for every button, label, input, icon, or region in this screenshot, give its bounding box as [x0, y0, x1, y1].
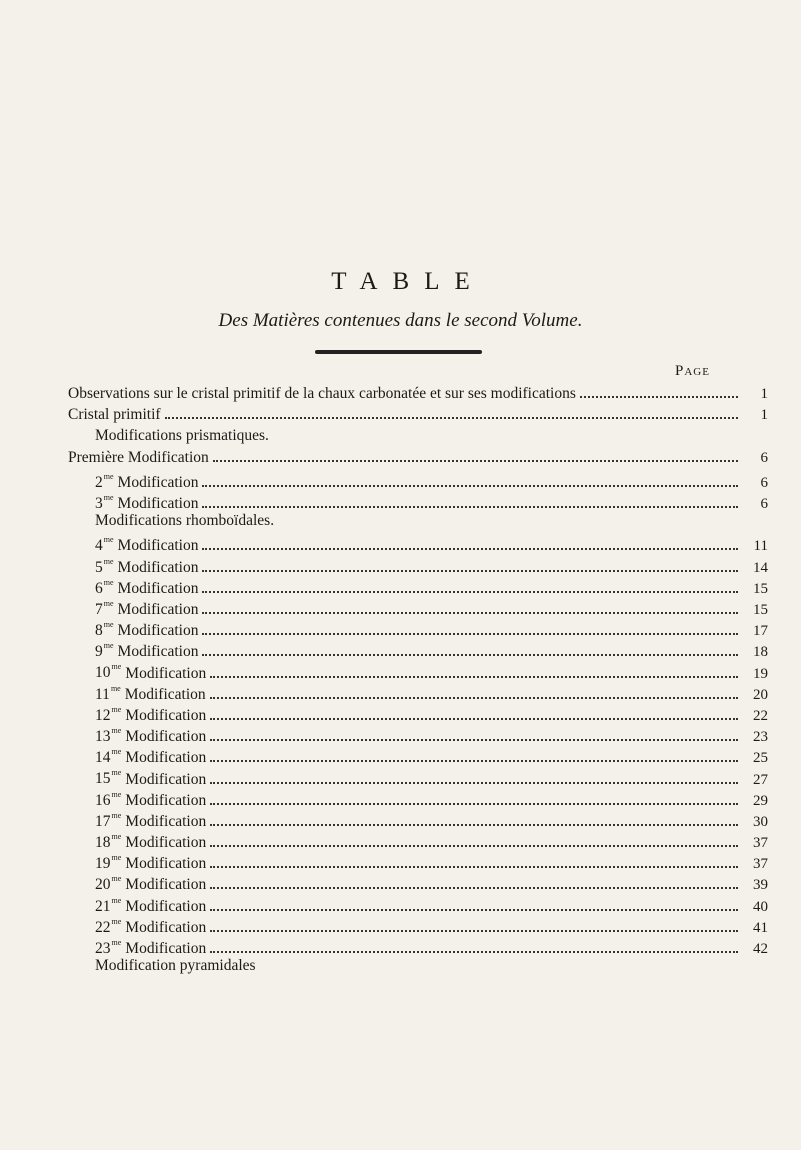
entry-ordinal-suffix: me	[111, 810, 122, 820]
entry-page-number: 27	[753, 771, 768, 788]
dot-leader	[210, 782, 738, 784]
entry-page-number: 41	[753, 919, 768, 936]
entry-ordinal-suffix: me	[103, 641, 114, 651]
entry-label: Modification	[117, 622, 199, 640]
toc-entry	[68, 574, 768, 595]
entry-ordinal-suffix: me	[111, 704, 122, 714]
toc-entry	[68, 680, 768, 701]
entry-page-number: 17	[753, 623, 768, 640]
entry-page-number: 1	[760, 407, 768, 424]
dot-leader	[210, 676, 738, 678]
dot-leader	[202, 591, 738, 593]
entry-page-number: 6	[760, 496, 768, 513]
dot-leader	[210, 718, 738, 720]
entry-number: 10	[95, 664, 111, 682]
entry-label: Modification	[117, 579, 199, 597]
entry-ordinal-suffix: me	[111, 747, 122, 757]
entry-ordinal-suffix: me	[111, 895, 122, 905]
entry-number: 15	[95, 770, 111, 788]
dot-leader	[202, 485, 738, 487]
entry-label: Modification	[125, 770, 207, 788]
entry-label: Modifications rhomboïdales.	[95, 512, 275, 530]
toc-entry	[68, 510, 768, 531]
entry-label: Modification	[117, 537, 199, 555]
toc-entry	[68, 637, 768, 661]
toc-entry	[68, 404, 768, 425]
entry-label: Modification	[125, 834, 207, 852]
decorative-rule	[315, 350, 482, 354]
entry-ordinal-suffix: me	[111, 853, 122, 863]
entry-label: Modification	[117, 643, 199, 661]
dot-leader	[202, 633, 738, 635]
entry-number: 9	[95, 643, 103, 661]
entry-ordinal-suffix: me	[111, 768, 122, 778]
toc-entry	[68, 553, 768, 574]
entry-ordinal-suffix: me	[103, 577, 114, 587]
entry-ordinal-suffix: me	[111, 726, 122, 735]
entry-number: 3	[95, 495, 103, 513]
toc-entry	[68, 786, 768, 807]
entry-ordinal-suffix: me	[103, 620, 114, 630]
entry-page-number: 6	[760, 449, 768, 466]
toc-entry	[68, 468, 768, 489]
entry-number: 18	[95, 834, 111, 852]
toc-entry	[68, 743, 768, 767]
entry-label: Modification	[117, 495, 199, 513]
entry-number: 12	[95, 706, 111, 724]
dot-leader	[210, 909, 738, 911]
toc-entry	[68, 913, 768, 934]
toc-entry	[68, 828, 768, 852]
toc-entry	[68, 616, 768, 640]
entry-label: Modifications prismatiques.	[95, 427, 269, 445]
toc-entry	[68, 722, 768, 746]
entry-ordinal-suffix: me	[103, 598, 114, 608]
toc-entry	[68, 764, 768, 788]
dot-leader	[210, 951, 738, 953]
dot-leader	[210, 930, 738, 932]
entry-page-number: 6	[760, 474, 768, 491]
toc-entry	[68, 892, 768, 913]
entry-number: 5	[95, 558, 103, 576]
page-title: TABLE	[331, 268, 485, 295]
entry-page-number: 18	[753, 644, 768, 661]
entry-label: Modification	[125, 855, 207, 873]
dot-leader	[202, 654, 738, 656]
toc-entry	[68, 658, 768, 682]
entry-number: 16	[95, 791, 111, 809]
entry-page-number: 37	[753, 835, 768, 852]
dot-leader	[165, 417, 738, 419]
entry-page-number: 20	[753, 686, 768, 703]
dot-leader	[210, 824, 738, 826]
entry-number: 20	[95, 876, 111, 894]
toc-entry	[68, 531, 768, 555]
entry-label: Modification	[125, 749, 207, 767]
entry-page-number: 23	[753, 729, 768, 746]
toc-entry	[68, 701, 768, 722]
entry-number: 8	[95, 622, 103, 640]
entry-page-number: 29	[753, 792, 768, 809]
entry-ordinal-suffix: me	[103, 535, 114, 545]
entry-label: Modification	[125, 706, 207, 724]
page-subtitle: Des Matières contenues dans le second Volume.	[218, 310, 583, 331]
entry-number: 22	[95, 918, 111, 936]
entry-label: Modification pyramidales	[95, 957, 256, 975]
toc-entry	[68, 870, 768, 894]
dot-leader	[210, 887, 738, 889]
entry-label: Observations sur le cristal primitif de la chaux carbonatée et sur ses modifications	[68, 385, 576, 402]
entry-label: Modification	[125, 728, 207, 746]
entry-ordinal-suffix: me	[111, 874, 122, 884]
entry-page-number: 19	[753, 665, 768, 682]
entry-page-number: 37	[753, 856, 768, 873]
entry-number: 14	[95, 749, 111, 767]
entry-page-number: 11	[753, 538, 768, 555]
entry-page-number: 40	[753, 898, 768, 915]
entry-number: 6	[95, 579, 103, 597]
entry-label: Modification	[125, 940, 207, 958]
dot-leader	[202, 506, 738, 508]
toc-entry	[68, 383, 768, 404]
entry-page-number: 42	[753, 941, 768, 958]
entry-number: 7	[95, 601, 103, 619]
toc-entry	[68, 447, 768, 468]
entry-ordinal-suffix: me	[103, 492, 114, 502]
entry-ordinal-suffix: me	[111, 789, 122, 799]
entry-page-number: 14	[753, 559, 768, 576]
entry-number: 13	[95, 728, 111, 746]
dot-leader	[210, 760, 738, 762]
toc-entry	[68, 934, 768, 958]
entry-ordinal-suffix: me	[103, 471, 114, 481]
toc-entry	[68, 849, 768, 873]
entry-ordinal-suffix: me	[110, 683, 121, 693]
entry-ordinal-suffix: me	[103, 556, 114, 566]
entry-label: Modification	[125, 876, 207, 894]
table-of-contents	[68, 383, 768, 976]
entry-ordinal-suffix: me	[111, 662, 122, 672]
toc-entry	[68, 595, 768, 619]
entry-number: 17	[95, 812, 111, 830]
entry-number: 19	[95, 855, 111, 873]
toc-entry	[68, 425, 768, 446]
toc-entry	[68, 955, 768, 976]
dot-leader	[210, 845, 738, 847]
entry-label: Modification	[125, 897, 207, 915]
entry-page-number: 25	[753, 750, 768, 767]
entry-page-number: 30	[753, 813, 768, 830]
toc-entry	[68, 807, 768, 828]
entry-label: Modification	[125, 918, 207, 936]
entry-page-number: 1	[760, 386, 768, 402]
dot-leader	[202, 570, 738, 572]
entry-number: 2	[95, 473, 103, 491]
entry-ordinal-suffix: me	[111, 937, 122, 947]
entry-ordinal-suffix: me	[111, 831, 122, 841]
page-column-heading: Page	[675, 363, 710, 379]
entry-number: 21	[95, 897, 111, 915]
dot-leader	[210, 739, 738, 741]
entry-page-number: 15	[753, 602, 768, 619]
entry-label: Modification	[125, 812, 207, 830]
dot-leader	[202, 548, 738, 550]
entry-label: Modification	[117, 473, 199, 491]
dot-leader	[202, 612, 738, 614]
entry-number: 23	[95, 940, 111, 958]
entry-label: Cristal primitif	[68, 406, 161, 424]
entry-page-number: 39	[753, 877, 768, 894]
entry-ordinal-suffix: me	[111, 916, 122, 926]
entry-number: 11	[95, 685, 110, 703]
dot-leader	[580, 396, 738, 398]
dot-leader	[210, 866, 738, 868]
dot-leader	[213, 460, 738, 462]
entry-page-number: 22	[753, 707, 768, 724]
entry-label: Modification	[125, 664, 207, 682]
entry-label: Modification	[124, 685, 206, 703]
entry-number: 4	[95, 537, 103, 555]
entry-label: Modification	[117, 601, 199, 619]
toc-entry	[68, 489, 768, 513]
entry-page-number: 15	[753, 580, 768, 597]
entry-label: Modification	[125, 791, 207, 809]
entry-label: Modification	[117, 558, 199, 576]
dot-leader	[210, 697, 738, 699]
entry-label: Première Modification	[68, 448, 209, 466]
dot-leader	[210, 803, 738, 805]
